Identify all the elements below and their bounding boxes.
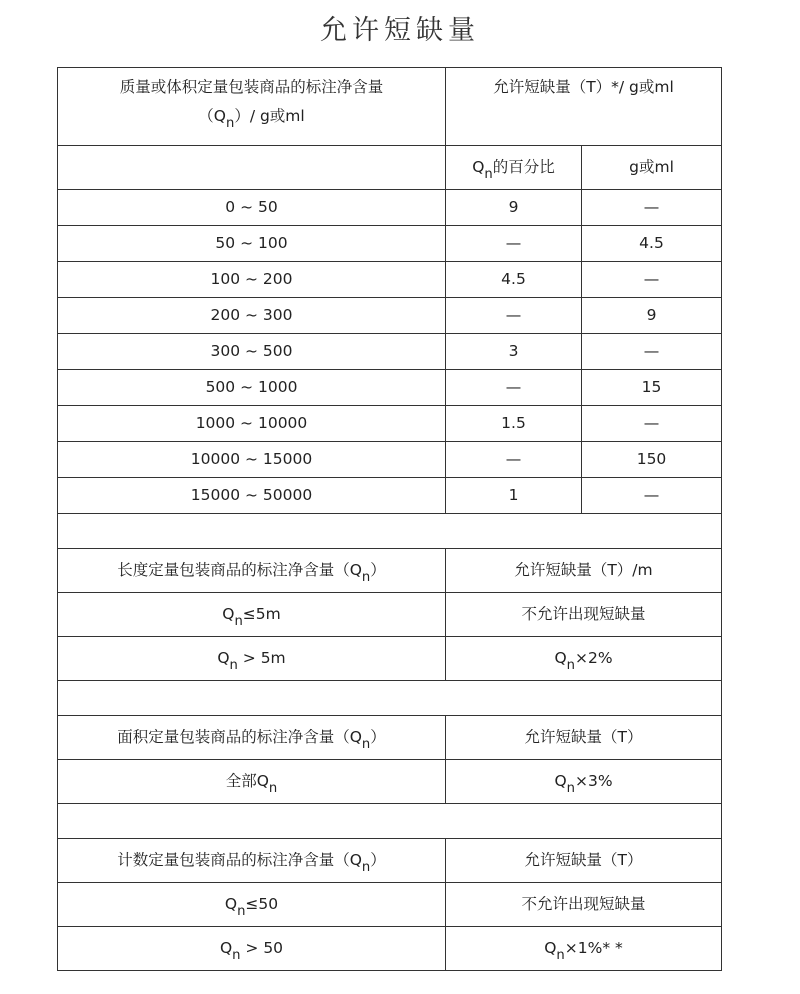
area-header-left: 面积定量包装商品的标注净含量$(Q_n)$ [58, 716, 446, 760]
count-header-right: 允许短缺量（T） [446, 839, 722, 883]
table-row [58, 226, 722, 262]
mass-header-row [58, 68, 722, 146]
table-row [58, 298, 722, 334]
table-row [58, 478, 722, 514]
mass-header-left-line2: $(Q_n)/$ g或ml [198, 107, 305, 132]
count-row1-left: $Q_n\le 50$ [58, 883, 446, 927]
count-row2-left: $Q_n > 50$ [58, 927, 446, 971]
area-row1-right: $Q_n\times 3\%$ [446, 760, 722, 804]
table-row [58, 370, 722, 406]
abs-cell: 150 [582, 442, 722, 478]
abs-cell: — [582, 190, 722, 226]
length-header-right: 允许短缺量（T）/m [446, 549, 722, 593]
length-row1-left: $Q_n\le 5m$ [58, 593, 446, 637]
pct-cell: — [446, 442, 582, 478]
pct-cell: — [446, 370, 582, 406]
shortage-table [57, 67, 722, 971]
spacer-cell [58, 514, 722, 549]
abs-cell: 15 [582, 370, 722, 406]
range-cell: 50 ~ 100 [58, 226, 446, 262]
length-header-left: 长度定量包装商品的标注净含量$(Q_n)$ [58, 549, 446, 593]
length-header-row [58, 549, 722, 593]
spacer-row [58, 681, 722, 716]
pct-cell: 1.5 [446, 406, 582, 442]
spacer-row [58, 514, 722, 549]
table-row [58, 760, 722, 804]
table-row [58, 593, 722, 637]
abs-cell: — [582, 262, 722, 298]
spacer-cell [58, 804, 722, 839]
mass-subheader-row [58, 146, 722, 190]
range-cell: 200 ~ 300 [58, 298, 446, 334]
abs-cell: 9 [582, 298, 722, 334]
table-row [58, 262, 722, 298]
range-cell: 0 ~ 50 [58, 190, 446, 226]
pct-cell: 4.5 [446, 262, 582, 298]
area-row1-left: 全部$Q_n$ [58, 760, 446, 804]
page-title: 允许短缺量 [320, 15, 480, 46]
table-row [58, 190, 722, 226]
pct-cell: — [446, 226, 582, 262]
range-cell: 300 ~ 500 [58, 334, 446, 370]
count-row2-right: $Q_n\times 1\%*$ * [446, 927, 722, 971]
pct-cell: 1 [446, 478, 582, 514]
length-row2-left: $Q_n > 5m$ [58, 637, 446, 681]
mass-header-left-line1: 质量或体积定量包装商品的标注净含量 [119, 78, 384, 96]
range-cell: 100 ~ 200 [58, 262, 446, 298]
mass-header-left [58, 68, 446, 146]
abs-cell: — [582, 478, 722, 514]
mass-subheader-empty [58, 146, 446, 190]
spacer-row [58, 804, 722, 839]
pct-cell: 3 [446, 334, 582, 370]
area-header-row [58, 716, 722, 760]
table-row [58, 334, 722, 370]
spacer-cell [58, 681, 722, 716]
abs-cell: — [582, 334, 722, 370]
table-row [58, 883, 722, 927]
range-cell: 1000 ~ 10000 [58, 406, 446, 442]
table-row [58, 927, 722, 971]
range-cell: 10000 ~ 15000 [58, 442, 446, 478]
mass-header-right: 允许短缺量（T）*/ g或ml [446, 68, 722, 146]
pct-cell: — [446, 298, 582, 334]
count-header-left: 计数定量包装商品的标注净含量$(Q_n)$ [58, 839, 446, 883]
pct-cell: 9 [446, 190, 582, 226]
abs-cell: 4.5 [582, 226, 722, 262]
table-row [58, 637, 722, 681]
range-cell: 15000 ~ 50000 [58, 478, 446, 514]
table-row [58, 442, 722, 478]
mass-subheader-pct: $Q_n$的百分比 [446, 146, 582, 190]
length-row1-right: 不允许出现短缺量 [446, 593, 722, 637]
area-header-right: 允许短缺量（T） [446, 716, 722, 760]
abs-cell: — [582, 406, 722, 442]
table-row [58, 406, 722, 442]
range-cell: 500 ~ 1000 [58, 370, 446, 406]
length-row2-right: $Q_n\times 2\%$ [446, 637, 722, 681]
count-row1-right: 不允许出现短缺量 [446, 883, 722, 927]
count-header-row [58, 839, 722, 883]
mass-subheader-abs: g或ml [582, 146, 722, 190]
